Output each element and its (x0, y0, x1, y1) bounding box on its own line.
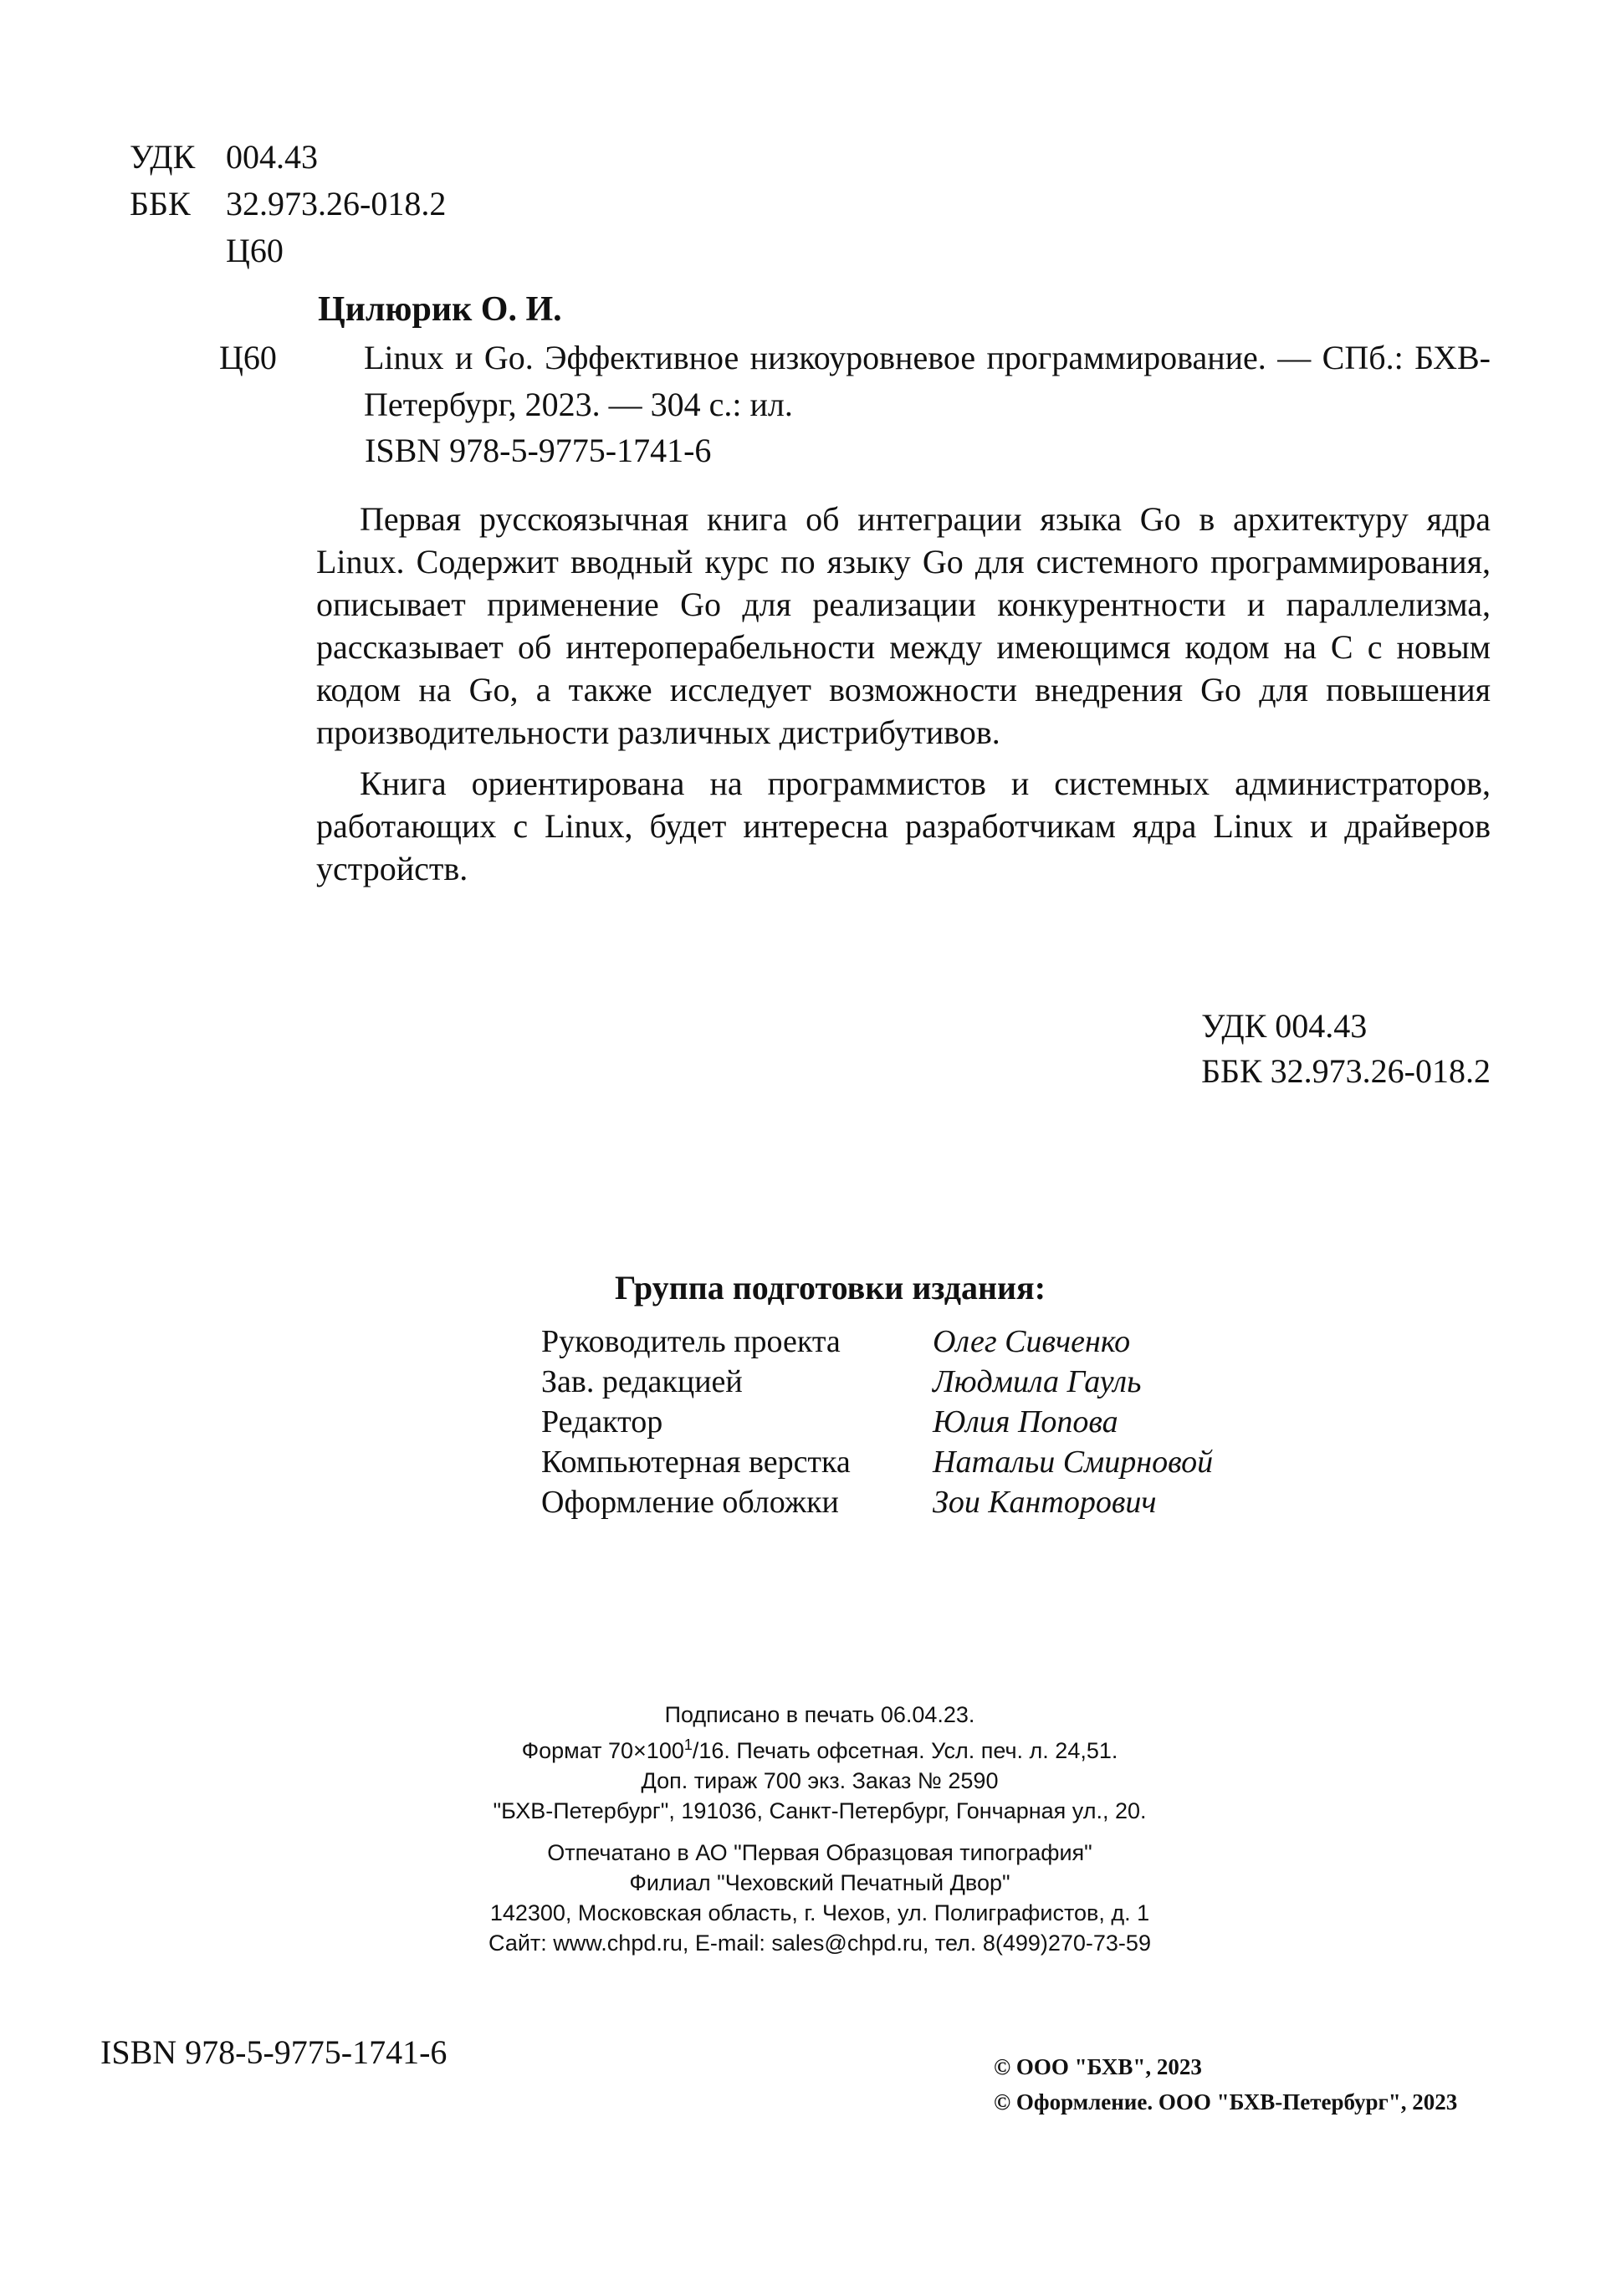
bbk-label: ББК (130, 185, 191, 222)
staff-name: Олег Сивченко (933, 1324, 1131, 1359)
staff-role: Зав. редакцией (541, 1364, 743, 1399)
staff-row (541, 1362, 1213, 1402)
staff-role: Редактор (541, 1404, 663, 1439)
bbk-row (130, 181, 446, 228)
imprint-publishing (351, 1700, 1288, 1826)
annotation-paragraph-1: Первая русскоязычная книга об интеграции языка Go в архитектуру ядра Linux. Содержит вводный курс по языку Go для системного программирования, описывает применение Go для реализации конкурентности и параллелизма, рассказывает об интероперабельности между имеющимся кодом на C с новым кодом на Go, а также исследует возможности внедрения Go для повышения производительности различных дистрибутивов. (316, 500, 1491, 751)
preparation-group-title: Группа подготовки издания: (615, 1269, 1046, 1307)
staff-name: Юлия Попова (933, 1404, 1118, 1439)
author-code-row (130, 228, 446, 274)
staff-name: Людмила Гауль (933, 1364, 1142, 1399)
staff-role: Компьютерная верстка (541, 1445, 851, 1480)
staff-list (541, 1322, 1213, 1522)
imprint-publisher: "БХВ-Петербург", 191036, Санкт-Петербург, Гончарная ул., 20. (493, 1798, 1147, 1823)
staff-name: Зои Канторович (933, 1485, 1157, 1520)
classification-block (130, 134, 446, 274)
copyright-line: © ООО "БХВ", 2023 (994, 2054, 1202, 2079)
staff-row (541, 1442, 1213, 1482)
bibliographic-entry (219, 335, 1491, 428)
classification-right (1201, 1004, 1491, 1094)
bib-author-code: Ц60 (219, 339, 277, 376)
imprint-signed: Подписано в печать 06.04.23. (664, 1702, 975, 1727)
staff-role: Оформление обложки (541, 1485, 839, 1520)
udk-label: УДК (130, 138, 196, 176)
imprint-branch: Филиал "Чеховский Печатный Двор" (629, 1870, 1010, 1895)
bbk-value: 32.973.26-018.2 (226, 185, 447, 222)
author-code: Ц60 (226, 232, 284, 269)
udk-row (130, 134, 446, 181)
staff-role: Руководитель проекта (541, 1324, 841, 1359)
copyright-block (994, 2049, 1457, 2120)
udk-value: 004.43 (226, 138, 318, 176)
isbn-bottom: ISBN 978-5-9775-1741-6 (100, 2033, 448, 2071)
bbk-right: ББК 32.973.26-018.2 (1201, 1052, 1491, 1090)
imprint-address: 142300, Московская область, г. Чехов, ул. Полиграфистов, д. 1 (489, 1900, 1150, 1925)
imprint-block (351, 1700, 1288, 1970)
isbn-top: ISBN 978-5-9775-1741-6 (365, 432, 712, 469)
staff-name: Натальи Смирновой (933, 1445, 1214, 1480)
imprint-run: Доп. тираж 700 экз. Заказ № 2590 (641, 1768, 999, 1793)
annotation-paragraph-2: Книга ориентирована на программистов и системных администраторов, работающих с Linux, будет интересна разработчикам ядра Linux и драйверов устройств. (316, 764, 1491, 887)
annotation (316, 498, 1491, 898)
copyright-line: © Оформление. ООО "БХВ-Петербург", 2023 (994, 2089, 1458, 2114)
imprint-format: Формат $70\times 100^1/16$. Печать офсетная. Усл. печ. л. 24,51. (521, 1736, 1118, 1763)
imprint-printing (351, 1838, 1288, 1958)
author-name: Цилюрик О. И. (318, 290, 562, 329)
staff-row (541, 1482, 1213, 1522)
udk-right: УДК 004.43 (1201, 1007, 1368, 1045)
imprint-contacts: Сайт: www.chpd.ru, E-mail: sales@chpd.ru, тел. 8(499)270-73-59 (488, 1930, 1151, 1956)
staff-row (541, 1402, 1213, 1442)
bib-description: Linux и Go. Эффективное низкоуровневое программирование. — СПб.: БХВ-Петербург, 2023. — 304 с.: ил. (364, 339, 1491, 423)
staff-row (541, 1322, 1213, 1362)
imprint-printed-by: Отпечатано в АО "Первая Образцовая типография" (547, 1840, 1092, 1865)
